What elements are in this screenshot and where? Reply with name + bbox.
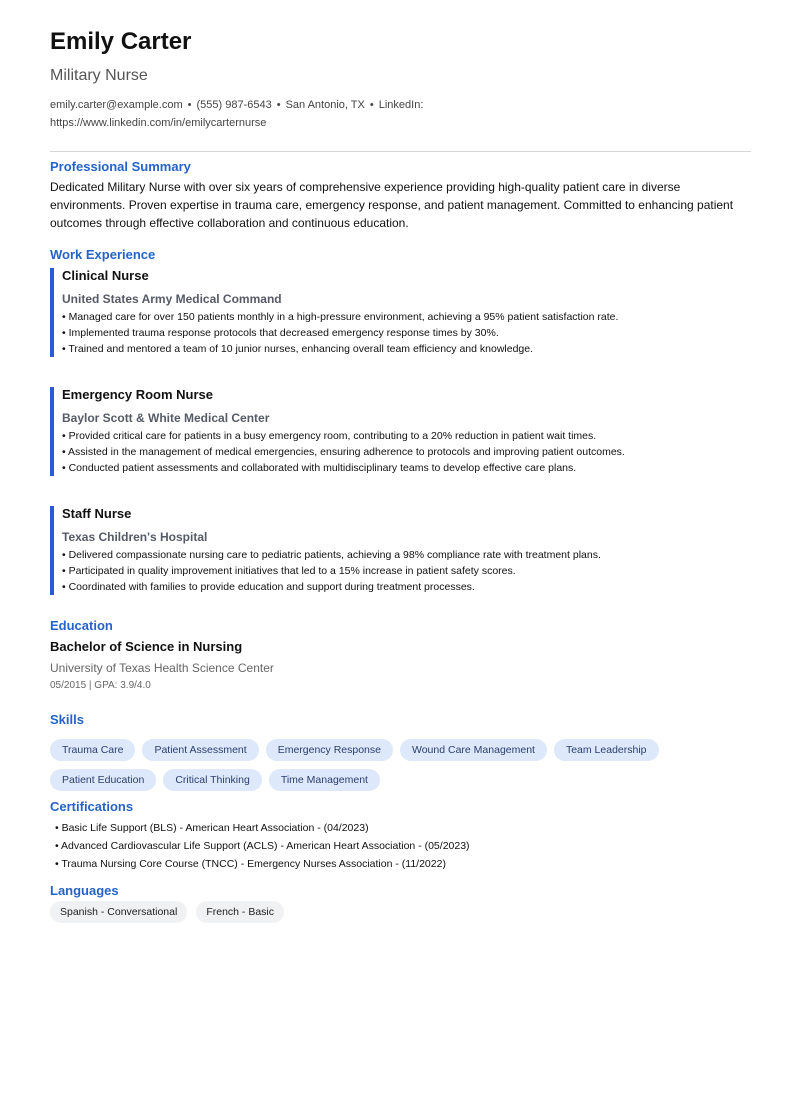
job-bullet: • Delivered compassionate nursing care to pediatric patients, achieving a 98% compliance rate with treatment plans.: [62, 549, 601, 561]
contact-linkedin-label: LinkedIn:: [378, 99, 424, 111]
language-chip: French - Basic: [196, 901, 284, 923]
candidate-title: Military Nurse: [50, 67, 148, 84]
degree-title: Bachelor of Science in Nursing: [50, 639, 243, 654]
job-title: Emergency Room Nurse: [62, 387, 213, 402]
job-bullets: [62, 309, 751, 357]
contact-phone: (555) 987-6543: [196, 99, 272, 111]
contact-info: [50, 96, 450, 132]
job-title: Clinical Nurse: [62, 268, 149, 283]
contact-separator: •: [187, 99, 192, 111]
job-bullet: • Coordinated with families to provide education and support during treatment processes.: [62, 581, 475, 593]
job-company: Texas Children's Hospital: [62, 530, 208, 544]
job-bullet: • Managed care for over 150 patients monthly in a high-pressure environment, achieving a 95% patient satisfaction rate.: [62, 311, 619, 323]
education-section: [50, 617, 751, 693]
certification-list: [50, 819, 751, 873]
skills-section: [50, 711, 751, 791]
certification-item: • Trauma Nursing Core Course (TNCC) - Emergency Nurses Association - (11/2022): [55, 858, 446, 870]
job-company: Baylor Scott & White Medical Center: [62, 411, 270, 425]
contact-location: San Antonio, TX: [285, 99, 365, 111]
job-bullet: • Assisted in the management of medical emergencies, ensuring adherence to protocols and improving patient outcomes.: [62, 446, 625, 458]
languages-heading: Languages: [50, 883, 119, 898]
certification-item: • Basic Life Support (BLS) - American Heart Association - (04/2023): [55, 822, 369, 834]
certification-item: • Advanced Cardiovascular Life Support (ACLS) - American Heart Association - (05/2023): [55, 840, 470, 852]
job-title: Staff Nurse: [62, 506, 132, 521]
skill-chip: Team Leadership: [554, 739, 659, 761]
school-name: University of Texas Health Science Center: [50, 661, 274, 675]
summary-heading: Professional Summary: [50, 159, 191, 174]
language-chips: [50, 901, 751, 923]
skill-chips: [50, 739, 750, 791]
skill-chip: Wound Care Management: [400, 739, 547, 761]
header-divider: [50, 151, 751, 152]
languages-section: [50, 882, 751, 923]
candidate-name: Emily Carter: [50, 28, 192, 55]
job-bullets: [62, 547, 751, 595]
skills-heading: Skills: [50, 712, 84, 727]
job-entry: [50, 506, 751, 595]
job-bullets: [62, 428, 751, 476]
certifications-section: [50, 798, 751, 873]
summary-text: Dedicated Military Nurse with over six years of comprehensive experience providing high-quality patient care in diverse environments. Proven expertise in trauma care, emergency response, and patient management. Committed to enhancing patient outcomes through effective collaboration and continuous education.: [50, 180, 734, 230]
experience-section: [50, 246, 751, 595]
job-entry: [50, 268, 751, 357]
job-entry: [50, 387, 751, 476]
job-bullet: • Provided critical care for patients in a busy emergency room, contributing to a 20% reduction in patient wait times.: [62, 430, 597, 442]
summary-section: [50, 158, 751, 232]
skill-chip: Patient Education: [50, 769, 156, 791]
experience-heading: Work Experience: [50, 247, 156, 262]
job-bullet: • Trained and mentored a team of 10 junior nurses, enhancing overall team efficiency and knowledge.: [62, 343, 534, 355]
skill-chip: Critical Thinking: [163, 769, 262, 791]
job-bullet: • Conducted patient assessments and collaborated with multidisciplinary teams to develop effective care plans.: [62, 462, 577, 474]
contact-separator: •: [369, 99, 374, 111]
contact-linkedin-url[interactable]: https://www.linkedin.com/in/emilycarternurse: [50, 117, 267, 129]
skill-chip: Patient Assessment: [142, 739, 258, 761]
contact-email[interactable]: emily.carter@example.com: [50, 99, 183, 111]
skill-chip: Time Management: [269, 769, 380, 791]
job-company: United States Army Medical Command: [62, 292, 282, 306]
certifications-heading: Certifications: [50, 799, 134, 814]
language-chip: Spanish - Conversational: [50, 901, 187, 923]
contact-separator: •: [276, 99, 281, 111]
skill-chip: Emergency Response: [266, 739, 393, 761]
job-bullet: • Implemented trauma response protocols that decreased emergency response times by 30%.: [62, 327, 499, 339]
job-bullet: • Participated in quality improvement initiatives that led to a 15% increase in patient safety scores.: [62, 565, 516, 577]
education-meta: 05/2015 | GPA: 3.9/4.0: [50, 680, 151, 691]
education-heading: Education: [50, 618, 113, 633]
skill-chip: Trauma Care: [50, 739, 135, 761]
